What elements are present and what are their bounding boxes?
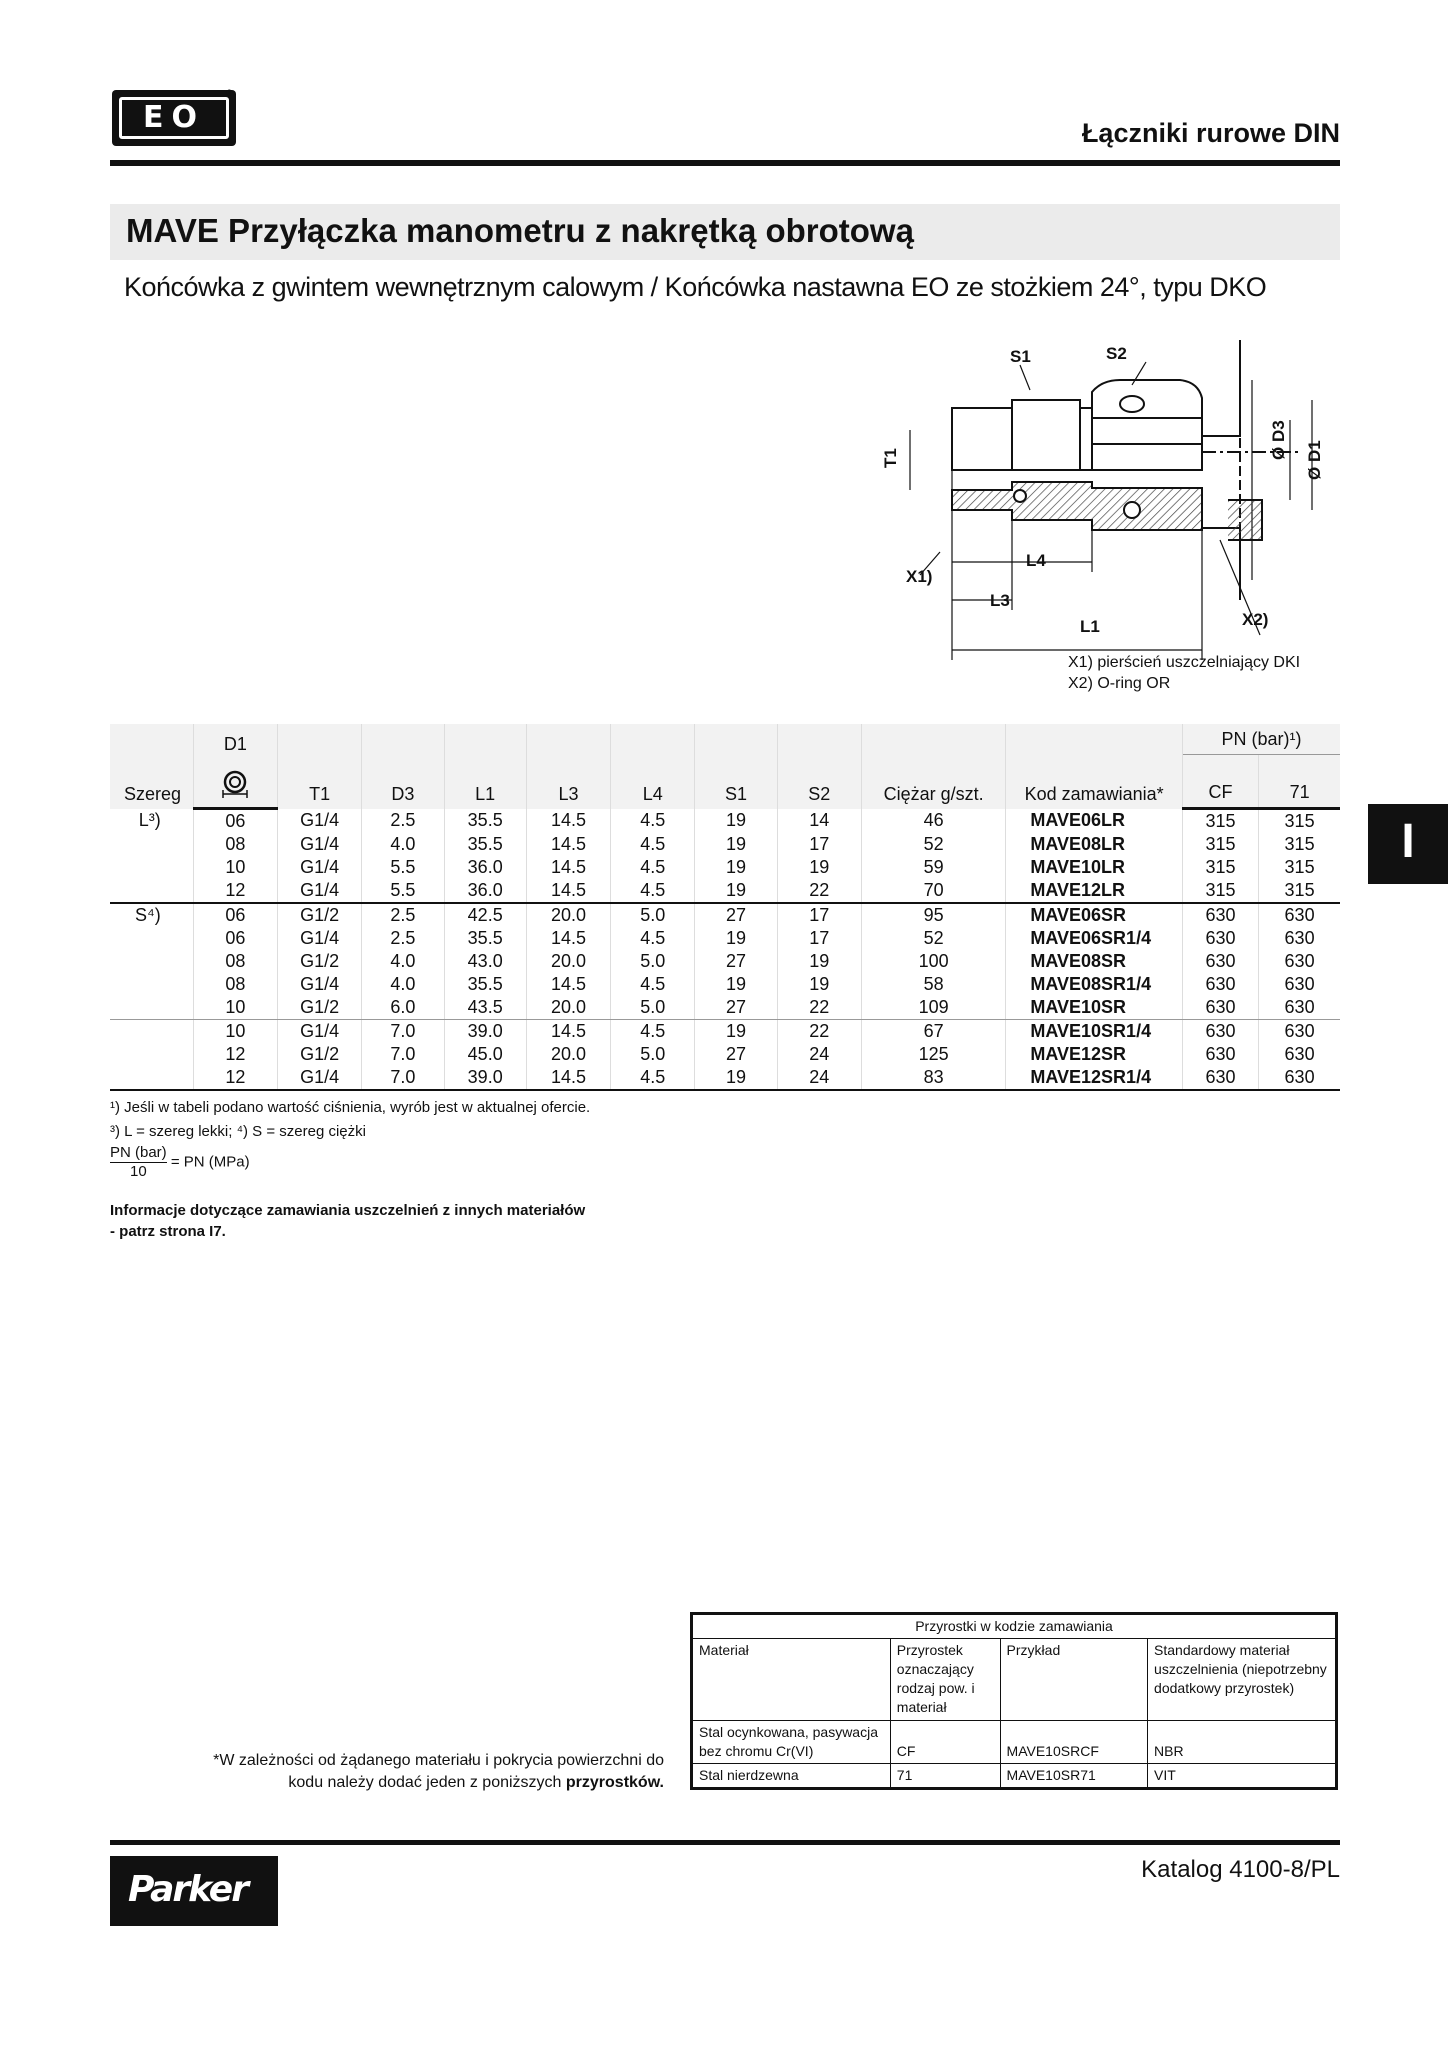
cell-series [110,950,193,973]
cell-l4: 4.5 [611,973,695,996]
label-x2: X2) [1242,610,1269,629]
table-row [110,927,1340,950]
suffix-th-example: Przykład [1000,1639,1148,1721]
suffix-note-line-1: *W zależności od żądanego materiału i pokrycia powierzchni do [213,1752,664,1769]
suffix-cell: 71 [890,1764,1000,1789]
cell-l3: 14.5 [526,1066,610,1090]
eo-logo [112,90,236,146]
cell-weight: 52 [861,833,1005,856]
cell-d1: 10 [193,996,277,1020]
registered-mark: ® [226,88,233,98]
cell-code: MAVE10SR1/4 [1006,1020,1183,1044]
cell-l3: 14.5 [526,927,610,950]
cell-weight: 125 [861,1043,1005,1066]
cell-l4: 5.0 [611,1043,695,1066]
footnotes [110,1096,590,1181]
section-tab [1368,804,1448,884]
cell-v71: 630 [1259,996,1340,1020]
cell-s2: 17 [777,903,861,927]
cell-s1: 19 [695,833,777,856]
parker-logo-text: Parker [128,1869,247,1910]
order-info-line-2: - patrz strona I7. [110,1223,226,1240]
cell-code: MAVE10LR [1006,856,1183,879]
cell-series [110,927,193,950]
cell-l1: 35.5 [444,927,526,950]
suffix-note-line-2a: kodu należy dodać jeden z poniższych [288,1774,566,1791]
cell-code: MAVE06SR [1006,903,1183,927]
table-row [110,833,1340,856]
suffix-table-caption: Przyrostki w kodzie zamawiania [692,1614,1337,1639]
suffix-note [140,1750,664,1794]
cell-l3: 20.0 [526,996,610,1020]
cell-l1: 35.5 [444,809,526,834]
label-t1: T1 [881,448,900,468]
cell-series [110,856,193,879]
label-d3: Ø D3 [1269,420,1288,460]
th-d3: D3 [362,724,444,809]
footer-rule [110,1840,1340,1845]
cell-t1: G1/4 [278,809,362,834]
cell-l3: 20.0 [526,950,610,973]
cell-weight: 46 [861,809,1005,834]
cell-l3: 20.0 [526,903,610,927]
cell-s2: 22 [777,996,861,1020]
order-info-line-1: Informacje dotyczące zamawiania uszczelnień z innych materiałów [110,1202,586,1219]
cell-t1: G1/4 [278,879,362,903]
cell-t1: G1/2 [278,1043,362,1066]
cell-d3: 7.0 [362,1043,444,1066]
th-d1: D1 [193,724,277,755]
cell-t1: G1/2 [278,903,362,927]
cell-cf: 315 [1182,809,1258,834]
suffix-cell: VIT [1148,1764,1337,1789]
cell-t1: G1/4 [278,1020,362,1044]
cell-d3: 2.5 [362,903,444,927]
cell-l3: 14.5 [526,879,610,903]
cell-l3: 14.5 [526,973,610,996]
cell-v71: 630 [1284,905,1315,925]
cell-s2: 19 [777,973,861,996]
cell-s1: 27 [695,903,777,927]
cell-weight: 70 [861,879,1005,903]
suffix-th-seal: Standardowy materiał uszczelnienia (niepotrzebny dodatkowy przyrostek) [1148,1639,1337,1721]
section-tab-label: I [1401,815,1415,868]
cell-s1: 19 [695,856,777,879]
cell-s2: 19 [777,950,861,973]
cell-l3: 14.5 [526,833,610,856]
label-l1: L1 [1080,617,1100,636]
cell-d1: 12 [193,879,277,903]
footnote-3-4: ³) L = szereg lekki; ⁴) S = szereg ciężki [110,1123,366,1140]
cell-s2: 17 [777,927,861,950]
cell-weight: 83 [861,1066,1005,1090]
cell-l3: 14.5 [526,809,610,834]
cell-series: L³) [110,809,193,834]
cell-d1: 08 [193,833,277,856]
cell-l1: 43.5 [444,996,526,1020]
cell-l1: 39.0 [444,1066,526,1090]
suffix-cell: MAVE10SRCF [1000,1721,1148,1764]
cell-s1: 19 [695,973,777,996]
cell-weight: 100 [861,950,1005,973]
table-row [110,1043,1340,1066]
page-subtitle: Końcówka z gwintem wewnętrznym calowym / Końcówka nastawna EO ze stożkiem 24°, typu DKO [124,272,1267,302]
cell-series [110,879,193,903]
suffix-cell: CF [890,1721,1000,1764]
tube-od-icon [221,768,249,798]
cell-cf: 315 [1182,856,1258,879]
cell-series [110,996,193,1020]
header-rule [110,160,1340,166]
cell-l4: 5.0 [611,950,695,973]
cell-code: MAVE10SR [1006,996,1183,1020]
th-s1: S1 [695,724,777,809]
cell-s1: 19 [695,879,777,903]
th-l1: L1 [444,724,526,809]
cell-code: MAVE12LR [1006,879,1183,903]
cell-v71: 315 [1284,811,1315,831]
cell-l4: 4.5 [611,927,695,950]
cell-v71: 630 [1284,1021,1315,1041]
label-s2: S2 [1106,344,1127,363]
cell-l3: 20.0 [526,1043,610,1066]
cell-d1: 06 [193,903,277,927]
cell-d1: 08 [193,973,277,996]
cell-d3: 7.0 [362,1020,444,1044]
cell-s1: 19 [695,1066,777,1090]
cell-cf: 630 [1182,927,1258,950]
table-row [110,903,1340,927]
cell-l1: 42.5 [444,903,526,927]
cell-d3: 2.5 [362,927,444,950]
table-row [110,973,1340,996]
suffix-note-line-2 [140,1772,664,1794]
catalog-number: Katalog 4100-8/PL [1141,1856,1340,1883]
pn-conversion [110,1144,590,1181]
cell-v71: 630 [1284,974,1315,994]
footnote-1: ¹) Jeśli w tabeli podano wartość ciśnienia, wyrób jest w aktualnej ofercie. [110,1099,591,1116]
eo-logo-text: EO [119,97,229,139]
cell-cf: 630 [1182,1020,1258,1044]
cell-s1: 27 [695,996,777,1020]
cell-t1: G1/2 [278,996,362,1020]
cell-weight: 59 [861,856,1005,879]
cell-cf: 630 [1182,1066,1258,1090]
cell-s2: 17 [777,833,861,856]
cell-l1: 36.0 [444,856,526,879]
cell-d1: 06 [193,809,277,834]
th-l4: L4 [611,724,695,809]
cell-t1: G1/4 [278,1066,362,1090]
header-title: Łączniki rurowe DIN [1081,118,1340,148]
table-row [110,1020,1340,1044]
cell-s1: 19 [695,927,777,950]
cell-weight: 58 [861,973,1005,996]
cell-l3: 14.5 [526,856,610,879]
cell-t1: G1/4 [278,973,362,996]
cell-l4: 4.5 [611,879,695,903]
order-info [110,1200,585,1242]
cell-v71: 315 [1259,879,1340,903]
th-l3: L3 [526,724,610,809]
cell-d3: 4.0 [362,833,444,856]
cell-series [110,1066,193,1090]
cell-v71: 630 [1284,1044,1315,1064]
label-d1: Ø D1 [1305,440,1324,480]
cell-weight: 67 [861,1020,1005,1044]
cell-s1: 19 [695,809,777,834]
cell-l4: 4.5 [611,809,695,834]
cell-d1: 10 [193,856,277,879]
cell-l1: 39.0 [444,1020,526,1044]
cell-d1: 12 [193,1043,277,1066]
suffix-cell: NBR [1148,1721,1337,1764]
cell-l1: 35.5 [444,833,526,856]
cell-cf: 630 [1182,1043,1258,1066]
label-s1: S1 [1010,347,1031,366]
cell-cf: 630 [1182,950,1258,973]
cell-cf: 315 [1182,833,1258,856]
suffix-cell: MAVE10SR71 [1000,1764,1148,1789]
cell-d3: 6.0 [362,996,444,1020]
cell-d3: 2.5 [362,809,444,834]
legend-x2: X2) O-ring OR [1068,675,1171,692]
cell-cf: 630 [1182,996,1258,1020]
cell-s2: 22 [777,1020,861,1044]
label-l4: L4 [1026,551,1046,570]
cell-weight: 109 [861,996,1005,1020]
cell-t1: G1/4 [278,833,362,856]
cell-l4: 5.0 [611,903,695,927]
cell-s2: 19 [777,856,861,879]
cell-v71: 315 [1284,857,1315,877]
th-pn: PN (bar)¹) [1182,724,1340,755]
th-d1-symbol [193,755,277,809]
cell-s2: 24 [777,1066,861,1090]
cell-cf: 630 [1182,903,1258,927]
table-row [110,996,1340,1020]
cell-code: MAVE08SR1/4 [1006,973,1183,996]
table-row [110,856,1340,879]
th-code: Kod zamawiania* [1006,724,1183,809]
cell-v71: 630 [1259,1066,1340,1090]
cell-series: S⁴) [110,903,193,927]
table-row [110,1066,1340,1090]
suffix-cell: Stal ocynkowana, pasywacja bez chromu Cr(VI) [692,1721,891,1764]
cell-d1: 12 [193,1066,277,1090]
cell-s2: 14 [777,809,861,834]
suffix-th-suffix: Przyrostek oznaczający rodzaj pow. i materiał [890,1639,1000,1721]
cell-d3: 4.0 [362,973,444,996]
cell-code: MAVE08LR [1006,833,1183,856]
suffix-table [690,1612,1338,1790]
cell-l4: 4.5 [611,1066,695,1090]
cell-d3: 4.0 [362,950,444,973]
drawing-legend [1068,652,1300,694]
cell-v71: 630 [1284,928,1315,948]
cell-code: MAVE12SR1/4 [1006,1066,1183,1090]
cell-weight: 95 [861,903,1005,927]
pn-fraction-result: = PN (MPa) [170,1153,250,1171]
page-title: MAVE Przyłączka manometru z nakrętką obrotową [126,212,914,249]
cell-l4: 5.0 [611,996,695,1020]
cell-code: MAVE06SR1/4 [1006,927,1183,950]
table-row [110,879,1340,903]
cell-weight: 52 [861,927,1005,950]
cell-s2: 22 [777,879,861,903]
table-row [110,950,1340,973]
cell-d3: 5.5 [362,879,444,903]
th-cf: CF [1182,755,1258,809]
cell-t1: G1/4 [278,927,362,950]
parker-logo [110,1856,278,1926]
suffix-th-material: Materiał [692,1639,891,1721]
suffix-note-line-2b: przyrostków. [565,1774,664,1791]
cell-s1: 27 [695,1043,777,1066]
cell-code: MAVE08SR [1006,950,1183,973]
cell-d1: 10 [193,1020,277,1044]
cell-v71: 315 [1284,834,1315,854]
cell-t1: G1/4 [278,856,362,879]
cell-series [110,1043,193,1066]
cell-code: MAVE06LR [1006,809,1183,834]
pn-fraction-denominator: 10 [130,1163,147,1180]
th-s2: S2 [777,724,861,809]
cell-s1: 27 [695,950,777,973]
cell-v71: 630 [1284,951,1315,971]
cell-d1: 06 [193,927,277,950]
cell-l1: 36.0 [444,879,526,903]
pn-fraction-numerator: PN (bar) [110,1144,167,1161]
fitting-drawing [880,340,1350,680]
cell-cf: 630 [1182,973,1258,996]
th-t1: T1 [278,724,362,809]
cell-l4: 4.5 [611,856,695,879]
th-71: 71 [1259,755,1340,809]
cell-l1: 45.0 [444,1043,526,1066]
cell-t1: G1/2 [278,950,362,973]
th-series: Szereg [110,724,193,809]
suffix-cell: Stal nierdzewna [692,1764,891,1789]
cell-d3: 7.0 [362,1066,444,1090]
cell-code: MAVE12SR [1006,1043,1183,1066]
th-weight: Ciężar g/szt. [861,724,1005,809]
cell-series [110,1020,193,1044]
spec-table [110,724,1340,1091]
cell-l4: 4.5 [611,1020,695,1044]
cell-l4: 4.5 [611,833,695,856]
table-row [110,809,1340,834]
cell-d3: 5.5 [362,856,444,879]
cell-d1: 08 [193,950,277,973]
spec-table-body [110,809,1340,1091]
cell-l1: 43.0 [444,950,526,973]
cell-s2: 24 [777,1043,861,1066]
cell-series [110,973,193,996]
cell-l1: 35.5 [444,973,526,996]
cell-s1: 19 [695,1020,777,1044]
cell-cf: 315 [1182,879,1258,903]
legend-x1: X1) pierścień uszczelniający DKI [1068,654,1301,671]
cell-series [110,833,193,856]
label-l3: L3 [990,591,1010,610]
pn-fraction [110,1144,167,1181]
label-x1: X1) [906,567,933,586]
cell-l3: 14.5 [526,1020,610,1044]
